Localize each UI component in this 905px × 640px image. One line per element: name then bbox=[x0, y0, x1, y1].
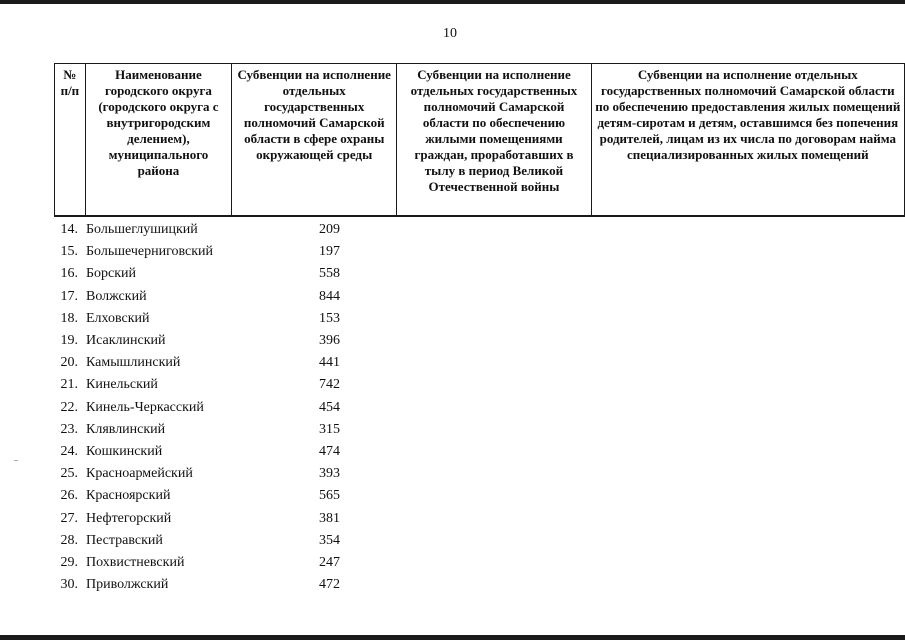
table-row bbox=[54, 241, 340, 263]
table-row bbox=[54, 330, 340, 352]
row-name: Камышлинский bbox=[86, 355, 181, 371]
row-num: 22. bbox=[60, 399, 78, 415]
row-num: 28. bbox=[60, 532, 78, 548]
row-value: 247 bbox=[319, 554, 340, 570]
row-value: 472 bbox=[319, 577, 340, 593]
table-row bbox=[54, 552, 340, 574]
row-num: 30. bbox=[60, 577, 78, 593]
row-name: Приволжский bbox=[86, 577, 169, 593]
row-num: 16. bbox=[60, 266, 78, 282]
row-value: 209 bbox=[319, 222, 340, 238]
row-value: 381 bbox=[319, 510, 340, 526]
table-body bbox=[54, 219, 340, 596]
scan-border-bottom bbox=[0, 635, 905, 640]
scan-border-top bbox=[0, 0, 905, 4]
row-name: Красноярский bbox=[86, 488, 171, 504]
row-num: 17. bbox=[60, 288, 78, 304]
row-num: 23. bbox=[60, 421, 78, 437]
page-number: 10 bbox=[443, 26, 457, 41]
header-environment: Субвенции на исполнение отдельных государственных полномочий Самарской области в сфере охраны окружающей среды bbox=[232, 64, 397, 216]
table-row bbox=[54, 507, 340, 529]
table-header bbox=[54, 63, 905, 217]
table-row bbox=[54, 397, 340, 419]
row-num: 14. bbox=[60, 222, 78, 238]
header-name: Наименование городского округа (городского округа с внутригородским делением), муниципального района bbox=[85, 64, 231, 216]
header-num: № п/п bbox=[55, 64, 86, 216]
table-row bbox=[54, 485, 340, 507]
table-row bbox=[54, 308, 340, 330]
table-row bbox=[54, 374, 340, 396]
row-value: 565 bbox=[319, 488, 340, 504]
row-num: 27. bbox=[60, 510, 78, 526]
row-num: 26. bbox=[60, 488, 78, 504]
row-value: 396 bbox=[319, 333, 340, 349]
row-num: 18. bbox=[60, 310, 78, 326]
row-name: Большечерниговский bbox=[86, 244, 214, 260]
table-row bbox=[54, 441, 340, 463]
row-value: 474 bbox=[319, 443, 340, 459]
header-row bbox=[55, 64, 905, 216]
row-num: 24. bbox=[60, 443, 78, 459]
table-row bbox=[54, 463, 340, 485]
row-value: 844 bbox=[319, 288, 340, 304]
table-row bbox=[54, 352, 340, 374]
row-num: 29. bbox=[60, 554, 78, 570]
table-row bbox=[54, 219, 340, 241]
row-num: 21. bbox=[60, 377, 78, 393]
row-name: Кинель-Черкасский bbox=[86, 399, 204, 415]
row-value: 315 bbox=[319, 421, 340, 437]
table-row bbox=[54, 530, 340, 552]
row-name: Волжский bbox=[86, 288, 147, 304]
row-name: Клявлинский bbox=[86, 421, 166, 437]
row-num: 19. bbox=[60, 333, 78, 349]
row-num: 20. bbox=[60, 355, 78, 371]
row-value: 558 bbox=[319, 266, 340, 282]
row-num: 25. bbox=[60, 466, 78, 482]
row-name: Кошкинский bbox=[86, 443, 163, 459]
row-name: Пестравский bbox=[86, 532, 163, 548]
row-value: 454 bbox=[319, 399, 340, 415]
table-row bbox=[54, 419, 340, 441]
row-value: 393 bbox=[319, 466, 340, 482]
row-name: Елховский bbox=[86, 310, 150, 326]
table-row bbox=[54, 263, 340, 285]
row-name: Нефтегорский bbox=[86, 510, 172, 526]
row-name: Исаклинский bbox=[86, 333, 166, 349]
row-name: Красноармейский bbox=[86, 466, 193, 482]
row-value: 742 bbox=[319, 377, 340, 393]
row-value: 153 bbox=[319, 310, 340, 326]
row-name: Большеглушицкий bbox=[86, 222, 198, 238]
row-name: Похвистневский bbox=[86, 554, 185, 570]
row-value: 441 bbox=[319, 355, 340, 371]
header-orphans: Субвенции на исполнение отдельных государственных полномочий Самарской области по обеспечению предоставления жилых помещений детям-сиротам и детям, оставшимся без попечения родителей, лицам из их числа по договорам найма специализированных жилых помещений bbox=[591, 64, 904, 216]
row-name: Борский bbox=[86, 266, 137, 282]
scan-speck bbox=[14, 460, 18, 461]
row-num: 15. bbox=[60, 244, 78, 260]
table-row bbox=[54, 574, 340, 596]
row-value: 197 bbox=[319, 244, 340, 260]
row-name: Кинельский bbox=[86, 377, 158, 393]
row-value: 354 bbox=[319, 532, 340, 548]
header-war-workers: Субвенции на исполнение отдельных государственных полномочий Самарской области по обеспечению жилыми помещениями граждан, проработавших в тылу в период Великой Отечественной войны bbox=[397, 64, 591, 216]
table-row bbox=[54, 286, 340, 308]
